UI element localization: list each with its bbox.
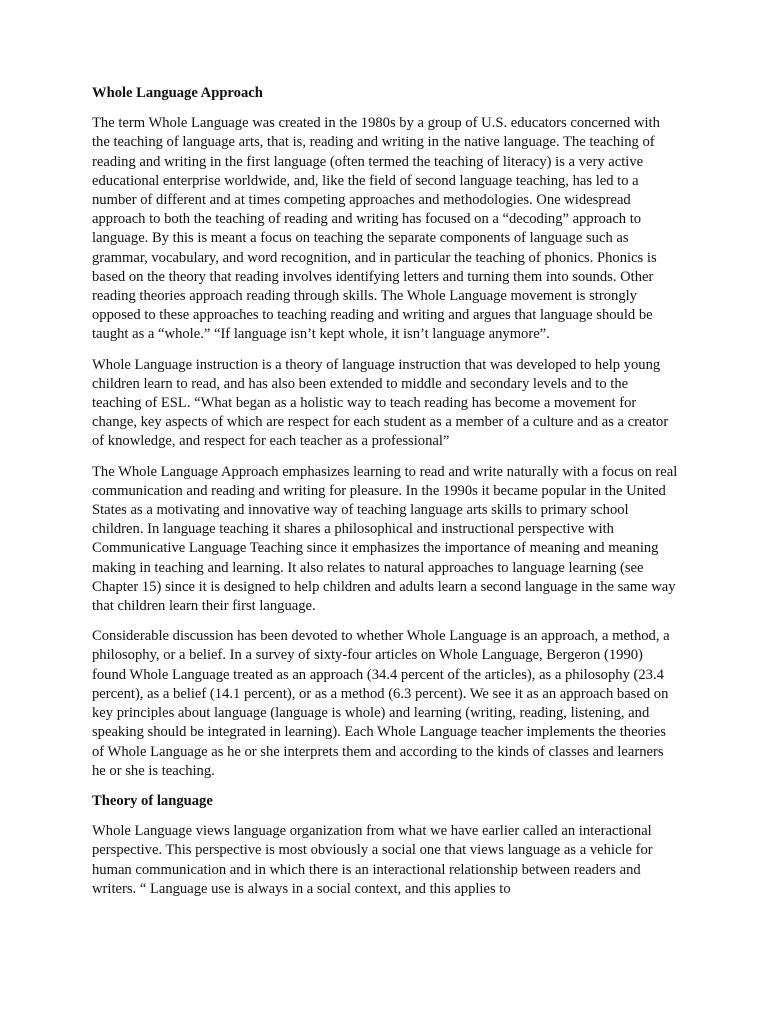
document-body	[92, 84, 678, 910]
paragraph-instruction-theory: Whole Language instruction is a theory of language instruction that was developed to help young children learn to read, and has also been extended to middle and secondary levels and to the teaching of ESL. “What began as a holistic way to teach reading has become a movement for change, key aspects of which are respect for each student as a member of a culture and as a creator of knowledge, and respect for each teacher as a professional”	[92, 356, 669, 450]
paragraph-approach-discussion: Considerable discussion has been devoted to whether Whole Language is an approach, a method, a philosophy, or a belief. In a survey of sixty-four articles on Whole Language, Bergeron (1990) found Whole Language treated as an approach (34.4 percent of the articles), as a philosophy (23.4 percent), as a belief (14.1 percent), or as a method (6.3 percent). We see it as an approach based on key principles about language (language is whole) and learning (writing, reading, listening, and speaking should be integrated in learning). Each Whole Language teacher implements the theories of Whole Language as he or she interprets them and according to the kinds of classes and learners he or she is teaching.	[92, 628, 670, 779]
paragraph-approach-emphasis: The Whole Language Approach emphasizes learning to read and write naturally with a focus on real communication and reading and writing for pleasure. In the 1990s it became popular in the United States as a motivating and innovative way of teaching language arts skills to primary school children. In language teaching it shares a philosophical and instructional perspective with Communicative Language Teaching since it emphasizes the importance of meaning and meaning making in teaching and learning. It also relates to natural approaches to language learning (see Chapter 15) since it is designed to help children and adults learn a second language in the same way that children learn their first language.	[92, 463, 678, 615]
section-heading-theory-of-language: Theory of language	[92, 792, 213, 809]
paragraph-theory-of-language: Whole Language views language organization from what we have earlier called an interactional perspective. This perspective is most obviously a social one that views language as a vehicle for human communication and in which there is an interactional relationship between readers and writers. “ Language use is always in a social context, and this applies to	[92, 823, 653, 897]
paragraph-term-origin: The term Whole Language was created in the 1980s by a group of U.S. educators concerned with the teaching of language arts, that is, reading and writing in the native language. The teaching of reading and writing in the first language (often termed the teaching of literacy) is a very active educational enterprise worldwide, and, like the field of second language teaching, has led to a number of different and at times competing approaches and methodologies. One widespread approach to both the teaching of reading and writing has focused on a “decoding” approach to language. By this is meant a focus on teaching the separate components of language such as grammar, vocabulary, and word recognition, and in particular the teaching of phonics. Phonics is based on the theory that reading involves identifying letters and turning them into sounds. Other reading theories approach reading through skills. The Whole Language movement is strongly opposed to these approaches to teaching reading and writing and argues that language should be taught as a “whole.” “If language isn’t kept whole, it isn’t language anymore”.	[92, 115, 660, 343]
document-title: Whole Language Approach	[92, 85, 263, 101]
